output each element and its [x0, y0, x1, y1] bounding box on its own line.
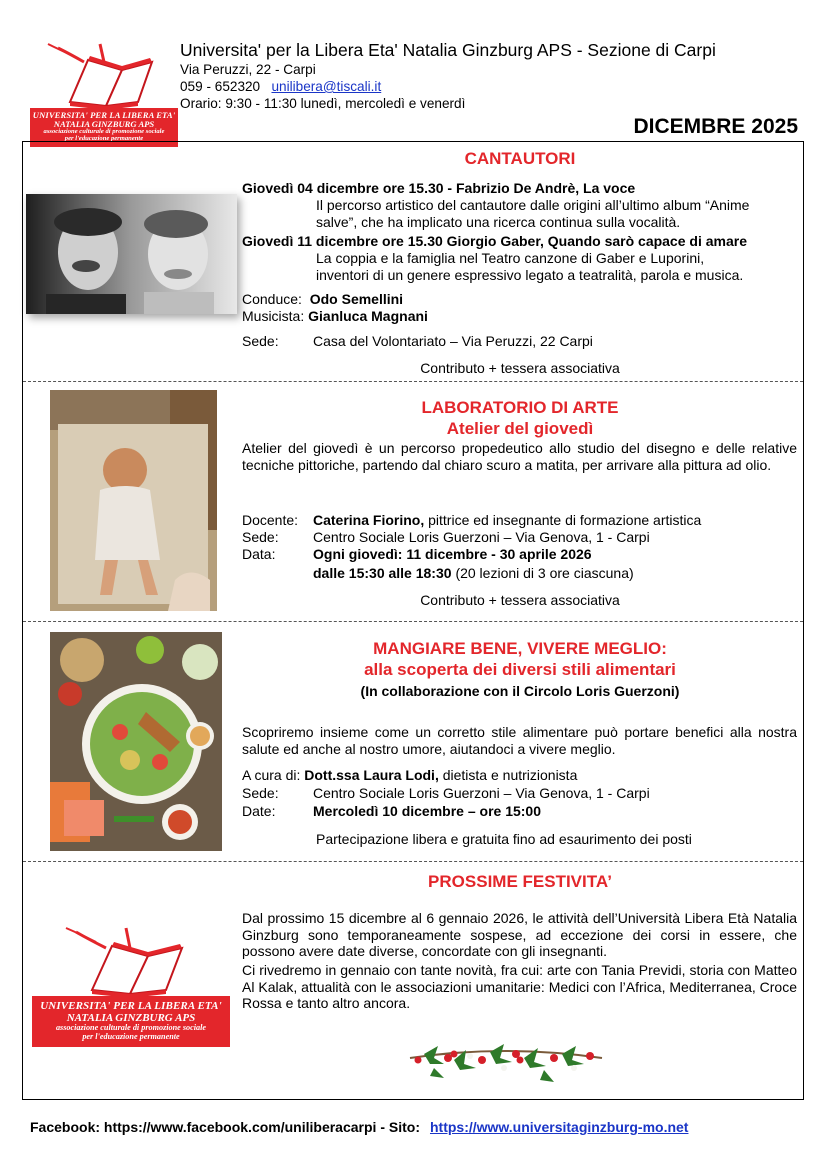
- mangiare-note: Partecipazione libera e gratuita fino ad esaurimento dei posti: [316, 831, 692, 847]
- cura-row: [242, 767, 577, 784]
- conduce-label: Conduce:: [242, 291, 302, 307]
- mangiare-date-value: [313, 803, 541, 820]
- docente-label: Docente:: [242, 512, 299, 528]
- arte-orario: [313, 565, 634, 582]
- singers-photo: [26, 194, 237, 314]
- docente-name: Caterina Fiorino,: [313, 512, 425, 528]
- cantautori-contributo: Contributo + tessera associativa: [420, 360, 620, 376]
- arte-data-value: [313, 546, 592, 563]
- book-icon: [30, 40, 178, 108]
- cura-label: A cura di:: [242, 767, 301, 783]
- site-link[interactable]: https://www.universitaginzburg-mo.net: [429, 1119, 689, 1135]
- event1-desc-line1: Il percorso artistico del cantautore dalle origini all’ultimo album “Anime: [316, 197, 750, 213]
- section-divider: [23, 381, 803, 382]
- arte-orario-time: dalle 15:30 alle 18:30: [313, 565, 452, 581]
- opening-hours: Orario: 9:30 - 11:30 lunedì, mercoledì e venerdì: [180, 96, 466, 111]
- logo-line4: per l'educazione permanente: [82, 1031, 180, 1041]
- phone: 059 - 652320: [180, 79, 261, 94]
- docente-row: [313, 512, 701, 529]
- mangiare-sede-label: Sede:: [242, 785, 279, 801]
- mangiare-title: MANGIARE BENE, VIVERE MEGLIO:: [373, 639, 667, 658]
- docente-desc: pittrice ed insegnante di formazione artistica: [428, 512, 702, 528]
- musicista-row: [242, 308, 428, 325]
- cantautori-title: CANTAUTORI: [464, 149, 576, 168]
- festivita-paragraph1: Dal prossimo 15 dicembre al 6 gennaio 2026, le attività dell’Università Libera Età Natalia Ginzburg sono temporaneamente sospese, ad eccezione dei corsi in essere, che possono avere date diverse, concordate con gli insegnanti.: [242, 910, 797, 959]
- event1-heading: Giovedì 04 dicembre ore 15.30 - Fabrizio De Andrè, La voce: [242, 180, 636, 196]
- cantautori-event1-head: [242, 180, 635, 197]
- mangiare-description: Scopriremo insieme come un corretto stile alimentare può portare benefici alla nostra salute ed anche al nostro umore, aiutandoci a vivere meglio.: [242, 724, 797, 757]
- arte-sede-value: Centro Sociale Loris Guerzoni – Via Genova, 1 - Carpi: [313, 529, 650, 545]
- logo-line3: associazione culturale di promozione sociale: [55, 1023, 207, 1033]
- contact-line: [180, 79, 381, 94]
- arte-description: Atelier del giovedì è un percorso propedeutico allo studio del disegno e delle relative tecniche pittoriche, partendo dal chiaro scuro a matita, per arrivare alla pittura ad olio.: [242, 440, 797, 473]
- section-divider: [23, 621, 803, 622]
- month-title: DICEMBRE 2025: [633, 115, 798, 138]
- logo-line3: associazione culturale di promozione sociale: [43, 128, 165, 136]
- musicista-value: Gianluca Magnani: [308, 308, 428, 324]
- logo-large: [32, 924, 230, 1047]
- logo-line4: per l'educazione permanente: [64, 134, 144, 142]
- logo-line1: UNIVERSITA' PER LA LIBERA ETA': [32, 110, 176, 120]
- address: Via Peruzzi, 22 - Carpi: [180, 62, 316, 77]
- logo-banner: [32, 996, 230, 1047]
- festivita-paragraph2: Ci rivedremo in gennaio con tante novità, fra cui: arte con Tania Previdi, storia con Matteo Al Kalak, attualità con le associazioni umanitarie: Medici con l’Africa, Mediterranea, Croce Rossa e tanto altro ancora.: [242, 962, 797, 1011]
- email-link[interactable]: unilibera@tiscali.it: [271, 79, 382, 94]
- section-divider: [23, 861, 803, 862]
- arte-sede-label: Sede:: [242, 529, 279, 545]
- event2-desc-line1: La coppia e la famiglia nel Teatrο canzone di Gaber e Luporini,: [316, 250, 705, 266]
- arte-subtitle: Atelier del giovedì: [446, 419, 594, 438]
- org-title: Universita' per la Libera Eta' Natalia Ginzburg APS - Sezione di Carpi: [180, 40, 716, 60]
- footer: [30, 1119, 688, 1135]
- logo-line2: NATALIA GINZBURG APS: [53, 119, 155, 130]
- musicista-label: Musicista:: [242, 308, 305, 324]
- logo-line2: NATALIA GINZBURG APS: [66, 1011, 196, 1024]
- holly-garland-image: [404, 1024, 608, 1094]
- cura-desc: dietista e nutrizionista: [442, 767, 578, 783]
- mangiare-subtitle: alla scoperta dei diversi stili alimentari: [364, 660, 676, 679]
- arte-data-label: Data:: [242, 546, 276, 562]
- cantautori-event2-head: [242, 233, 747, 250]
- book-icon: [32, 924, 230, 996]
- event1-desc-line2: salve”, che ha implicato una ricerca continua sulla vocalità.: [316, 214, 681, 230]
- logo: [30, 40, 178, 147]
- arte-contributo: Contributo + tessera associativa: [420, 592, 620, 608]
- mangiare-collaborazione: (In collaborazione con il Circolo Loris Guerzoni): [360, 683, 680, 699]
- mangiare-date-text: Mercoledì 10 dicembre – ore 15:00: [313, 803, 541, 819]
- cura-name: Dott.ssa Laura Lodi,: [304, 767, 439, 783]
- conduce-value: Odo Semellini: [309, 291, 404, 307]
- arte-title: LABORATORIO DI ARTE: [421, 398, 619, 417]
- food-photo: [50, 632, 222, 851]
- event2-desc-line2: inventori di un genere espressivo legato a teatralità, parola e musica.: [316, 267, 744, 283]
- painting-photo: [50, 390, 217, 611]
- mangiare-sede-value: Centro Sociale Loris Guerzoni – Via Genova, 1 - Carpi: [313, 785, 650, 801]
- arte-orario-note: (20 lezioni di 3 ore ciascuna): [455, 565, 634, 581]
- cantautori-sede-value: Casa del Volontariato – Via Peruzzi, 22 Carpi: [313, 333, 593, 349]
- footer-facebook: Facebook: https://www.facebook.com/uniliberacarpi - Sito:: [30, 1119, 420, 1135]
- conduce-row: [242, 291, 403, 308]
- arte-data-text: Ogni giovedì: 11 dicembre - 30 aprile 2026: [313, 546, 592, 562]
- festivita-title: PROSSIME FESTIVITA’: [428, 872, 612, 891]
- logo-line1: UNIVERSITA' PER LA LIBERA ETA': [40, 1000, 222, 1012]
- event2-heading: Giovedì 11 dicembre ore 15.30 Giorgio Gaber, Quando sarò capace di amare: [242, 233, 747, 249]
- mangiare-date-label: Date:: [242, 803, 276, 819]
- cantautori-sede-label: Sede:: [242, 333, 279, 349]
